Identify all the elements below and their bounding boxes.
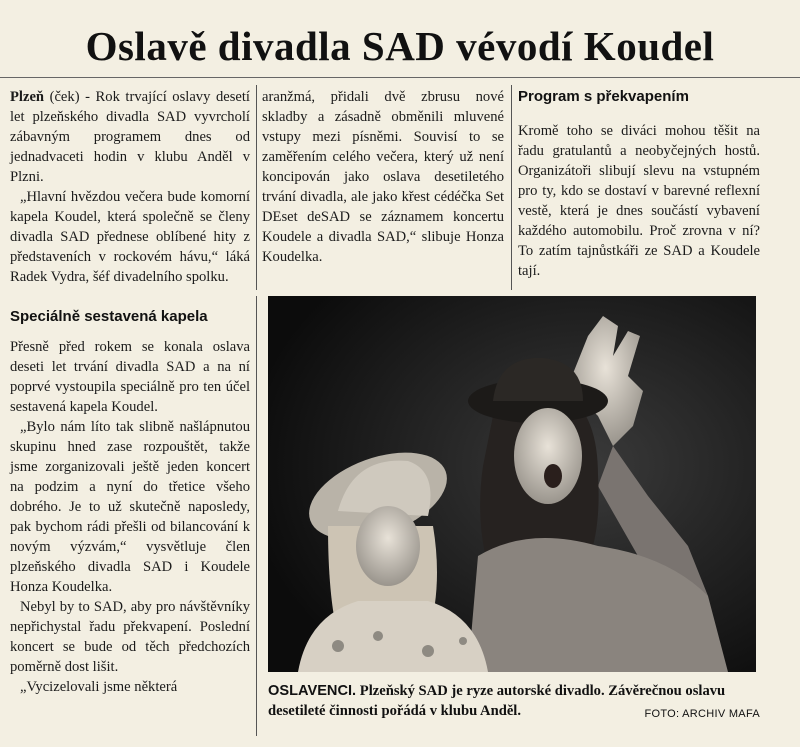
article-column-3 [518, 87, 760, 281]
column-3-paragraph: Kromě toho se diváci mohou těšit na řadu gratulantů a neobyčejných hostů. Organizátoři slibují slevu na vstupném pro ty, kdo se dostaví v barevné reflexní vestě, která je dnes součástí vybavení každého automobilu. Proč zrovna v ní? To zatím tajnůstkáři ze SAD a Koudele tají. [518, 123, 760, 279]
photo-caption [268, 681, 760, 724]
paragraph-5: Nebyl by to SAD, aby pro návštěvníky nepřichystal řadu překvapení. Poslední koncert se bude od těch předchozích poměrně dost lišit. [10, 599, 250, 675]
lead-paragraph [10, 87, 250, 187]
headline-rule [0, 77, 800, 78]
column-rule-1 [256, 85, 257, 290]
lead-text: (ček) - Rok trvající oslavy desetí let plzeňského divadla SAD vyvrcholí zábavným programem dnes od jednadvaceti hodin v klubu Anděl v Plzni. [10, 89, 250, 185]
subheading-kapela: Speciálně sestavená kapela [10, 308, 208, 325]
column-2-paragraph: aranžmá, přidali dvě zbrusu nové skladby a zásadně obměnili mluvené vstupy mezi písněmi. Souvisí to se zaměřením celého večera, který už není koncipován jako oslava desetiletého trvání divadla, ale jako křest cédéčka Set DEset deSAD se záznamem koncertu Koudele a divadla SAD,“ slibuje Honza Koudelka. [262, 89, 504, 265]
headline: Oslavě divadla SAD vévodí Koudel [85, 23, 715, 69]
paragraph-3: Přesně před rokem se konala oslava deseti let trvání divadla SAD a na ní poprvé vystoupila speciálně pro ten účel sestavená kapela Koudel. [10, 339, 250, 415]
caption-text: Plzeňský SAD je ryze autorské divadlo. Závěrečnou oslavu desetileté činnosti pořádá v klubu Anděl. [268, 683, 726, 719]
paragraph-6: „Vycizelovali jsme některá [20, 679, 178, 695]
dateline: Plzeň [10, 89, 45, 105]
article-photo [268, 296, 756, 672]
paragraph-4: „Bylo nám líto tak slibně našlápnutou skupinu hned zase rozpouštět, takže jsme zorganizovali ještě jeden koncert na podzim a nyní do třetice všeho dobrého. Je to už skutečně naposledy, pak bychom rádi přešli od bilancování k novým výzvám,“ vysvětluje člen plzeňského divadla SAD i Koudele Honza Koudelka. [10, 419, 250, 595]
article-column-2 [262, 87, 504, 267]
article-column-1 [10, 87, 250, 697]
column-rule-3 [256, 296, 257, 736]
column-rule-2 [511, 85, 512, 290]
caption-lead: OSLAVENCI. [268, 683, 357, 699]
quote-paragraph-1: „Hlavní hvězdou večera bude komorní kapela Koudel, která společně se členy divadla SAD přednese oblíbené hity z představeních v rockovém hávu,“ láká Radek Vydra, šéf divadelního spolku. [10, 189, 250, 285]
photo-illustration [268, 296, 756, 672]
photo-credit: FOTO: ARCHIV MAFA [644, 708, 760, 720]
subheading-program: Program s překvapením [518, 88, 689, 105]
